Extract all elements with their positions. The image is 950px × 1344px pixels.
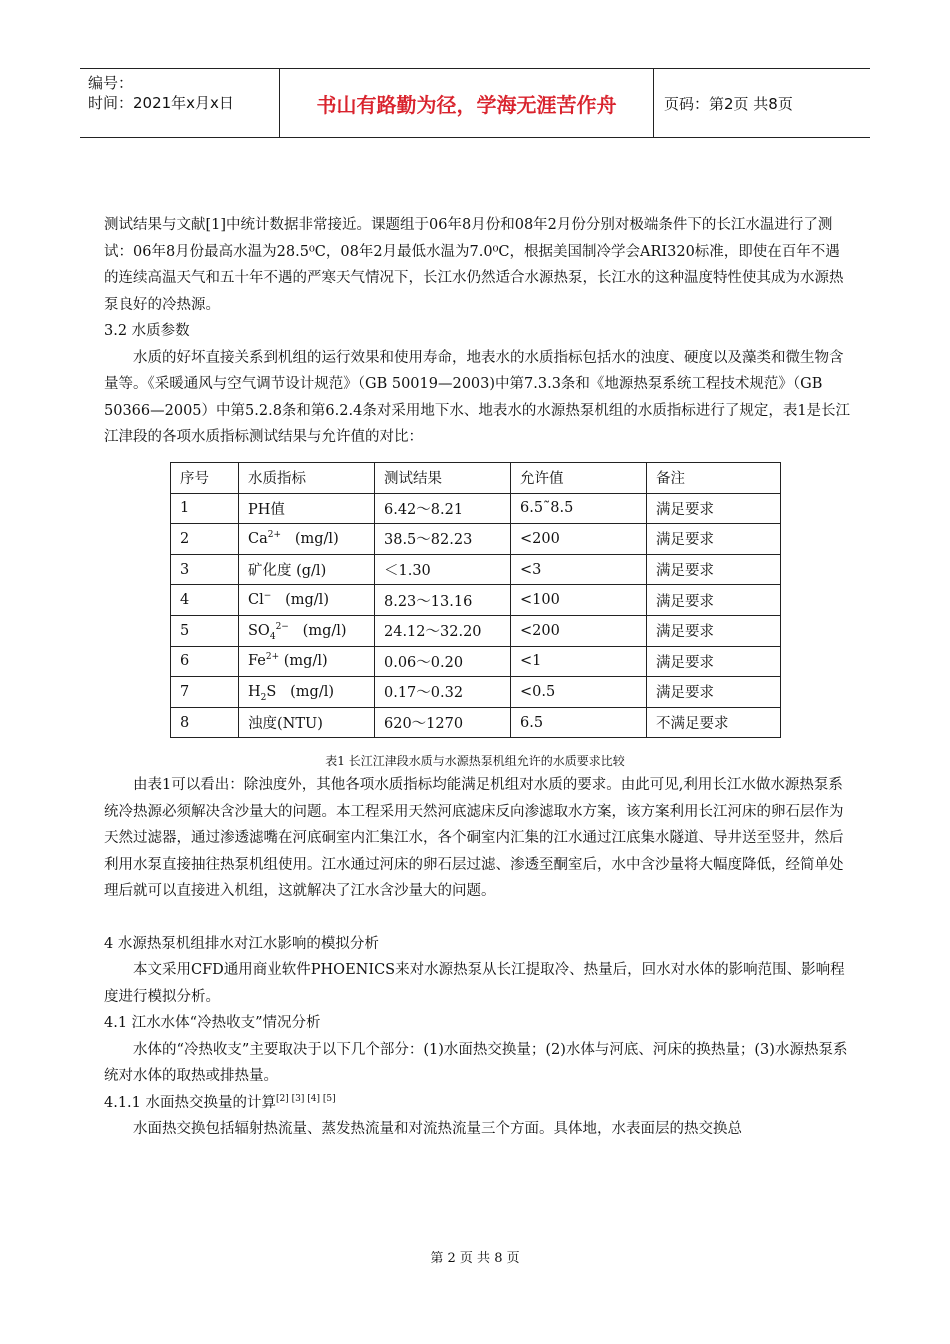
index-unit: (mg/l): [281, 530, 339, 547]
index-unit: (mg/l): [288, 622, 347, 639]
cell-allowed: <0.5: [511, 677, 647, 708]
cell-result: ＜1.30: [375, 554, 511, 585]
index-base: SO: [248, 622, 270, 639]
col-header-index: 水质指标: [239, 463, 375, 494]
heading-4-1-1-text: 4.1.1 水面热交换量的计算: [104, 1094, 277, 1111]
table-caption: 表1 长江江津段水质与水源热泵机组允许的水质要求比较: [325, 754, 625, 768]
cell-note: 不满足要求: [647, 707, 781, 738]
cell-note: 满足要求: [647, 646, 781, 677]
spacer: [104, 905, 854, 931]
header-motto: 书山有路勤为径，学海无涯苦作舟: [280, 69, 654, 137]
col-header-note: 备注: [647, 463, 781, 494]
heading-4-1: 4.1 江水水体“冷热收支”情况分析: [104, 1015, 321, 1031]
index-base: Ca: [248, 530, 268, 547]
cell-allowed: <200: [511, 524, 647, 555]
body-text-top: [104, 212, 854, 451]
table-row: [171, 677, 781, 708]
header-meta: [80, 69, 280, 137]
cell-result: 6.42～8.21: [375, 493, 511, 524]
index-unit: (mg/l): [271, 592, 329, 609]
cell-no: 1: [171, 493, 239, 524]
page-footer: 第 2 页 共 8 页: [430, 1251, 520, 1266]
cell-result: 24.12～32.20: [375, 615, 511, 646]
index-sup: 2+: [267, 530, 282, 541]
cell-index: [239, 585, 375, 616]
index-base: Cl: [248, 592, 264, 609]
cell-result: 38.5～82.23: [375, 524, 511, 555]
table-header-row: [171, 463, 781, 494]
table-row: [171, 524, 781, 555]
index-base: 浊度(NTU): [248, 716, 323, 733]
index-sup: −: [263, 591, 272, 602]
cell-allowed: 6.5˜8.5: [511, 493, 647, 524]
paragraph-6: 水面热交换包括辐射热流量、蒸发热流量和对流热流量三个方面。具体地，水表面层的热交换总: [133, 1121, 742, 1137]
cell-note: 满足要求: [647, 585, 781, 616]
cell-no: 5: [171, 615, 239, 646]
cell-allowed: <1: [511, 646, 647, 677]
cell-no: 8: [171, 707, 239, 738]
table-row: [171, 707, 781, 738]
cell-note: 满足要求: [647, 677, 781, 708]
page-header: [80, 68, 870, 138]
cell-result: 620～1270: [375, 707, 511, 738]
cell-result: 8.23～13.16: [375, 585, 511, 616]
time-label: 时间：2021年x月x日: [88, 94, 234, 112]
table-row: [171, 646, 781, 677]
table-row: [171, 493, 781, 524]
cell-note: 满足要求: [647, 554, 781, 585]
header-page-info: 页码：第2页 共8页: [664, 94, 793, 113]
heading-3-2: 3.2 水质参数: [104, 323, 190, 339]
paragraph-4: 本文采用CFD通用商业软件PHOENICS来对水源热泵从长江提取冷、热量后，回水对水体的影响范围、影响程度进行模拟分析。: [104, 962, 845, 1005]
paragraph-1: 测试结果与文献[1]中统计数据非常接近。课题组于06年8月份和08年2月份分别对极端条件下的长江水温进行了测试：06年8月份最高水温为28.5⁰C，08年2月最低水温为7.0⁰C，根据美国制冷学会ARI320标准，即使在百年不遇的连续高温天气和五十年不遇的严寒天气情况下，长江水仍然适合水源热泵，长江水的这种温度特性使其成为水源热泵良好的冷热源。: [104, 217, 844, 313]
water-quality-table: [170, 462, 781, 738]
index-unit: S (mg/l): [266, 683, 335, 700]
index-sub: 2: [260, 692, 267, 703]
cell-no: 6: [171, 646, 239, 677]
cell-index: [239, 554, 375, 585]
col-header-allowed: 允许值: [511, 463, 647, 494]
cell-result: 0.06～0.20: [375, 646, 511, 677]
paragraph-2: 水质的好坏直接关系到机组的运行效果和使用寿命，地表水的水质指标包括水的浊度、硬度以及藻类和微生物含量等。《采暖通风与空气调节设计规范》（GB 50019—2003)中第7.3.3条和《地源热泵系统工程技术规范》（GB 50366—2005）中第5.2.8条和第6.2.4条对采用地下水、地表水的水源热泵机组的水质指标进行了规定，表1是长江江津段的各项水质指标测试结果与允许值的对比：: [104, 349, 851, 445]
col-header-no: 序号: [171, 463, 239, 494]
cell-index: [239, 677, 375, 708]
paragraph-3: 由表1可以看出：除浊度外，其他各项水质指标均能满足机组对水质的要求。由此可见,利用长江水做水源热泵系统冷热源必须解决含沙量大的问题。本工程采用天然河底滤床反向渗滤取水方案，该方案利用长江河床的卵石层作为天然过滤器，通过渗透滤嘴在河底硐室内汇集江水，各个硐室内汇集的江水通过江底集水隧道、导井送至竖井，然后利用水泵直接抽往热泵机组使用。江水通过河床的卵石层过滤、渗透至酮室后，水中含沙量将大幅度降低，经简单处理后就可以直接进入机组，这就解决了江水含沙量大的问题。: [104, 777, 844, 899]
index-sup: 2+: [265, 652, 280, 663]
cell-index: [239, 646, 375, 677]
cell-allowed: <3: [511, 554, 647, 585]
paragraph-5: 水体的“冷热收支”主要取决于以下几个部分：(1)水面热交换量；(2)水体与河底、河床的换热量；(3)水源热泵系统对水体的取热或排热量。: [104, 1041, 848, 1084]
cell-allowed: <200: [511, 615, 647, 646]
col-header-result: 测试结果: [375, 463, 511, 494]
heading-4-1-1-refs: [2] [3] [4] [5]: [276, 1093, 336, 1104]
cell-no: 4: [171, 585, 239, 616]
index-sub: 4: [269, 631, 276, 642]
index-base: Fe: [248, 653, 266, 670]
index-base: PH值: [248, 501, 285, 518]
cell-allowed: 6.5: [511, 707, 647, 738]
index-unit: (mg/l): [279, 653, 328, 670]
cell-no: 7: [171, 677, 239, 708]
number-label: 编号：: [88, 74, 134, 92]
cell-index: [239, 524, 375, 555]
cell-note: 满足要求: [647, 615, 781, 646]
index-sup: 2−: [275, 621, 289, 632]
table-row: [171, 585, 781, 616]
cell-index: [239, 493, 375, 524]
heading-4: 4 水源热泵机组排水对江水影响的模拟分析: [104, 935, 379, 952]
cell-no: 3: [171, 554, 239, 585]
table-row: [171, 554, 781, 585]
cell-no: 2: [171, 524, 239, 555]
heading-4-1-1: [104, 1090, 854, 1117]
cell-result: 0.17～0.32: [375, 677, 511, 708]
cell-index: [239, 615, 375, 646]
cell-note: 满足要求: [647, 524, 781, 555]
cell-note: 满足要求: [647, 493, 781, 524]
cell-allowed: <100: [511, 585, 647, 616]
body-text-bottom: [104, 772, 854, 1143]
index-base: 矿化度 (g/l): [248, 563, 327, 580]
table-row: [171, 615, 781, 646]
index-base: H: [248, 683, 261, 700]
cell-index: [239, 707, 375, 738]
